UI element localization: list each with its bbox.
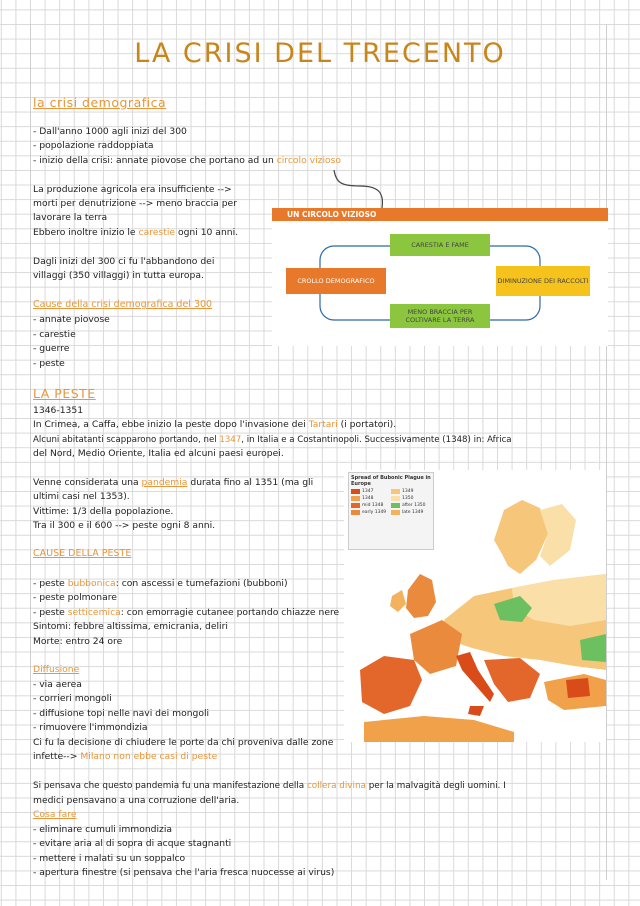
text-line: Ebbero inoltre inizio le carestie ogni 10 anni.: [33, 227, 239, 238]
highlight: Tartari: [308, 419, 338, 430]
text-line: morti per denutrizione --> meno braccia per: [33, 198, 237, 209]
list-item: - mettere i malati su un soppalco: [33, 853, 186, 864]
list-item: - corrieri mongoli: [33, 693, 112, 704]
arrow-curve-icon: [330, 168, 390, 210]
text-line: medici pensavano a una corruzione dell'aria.: [33, 795, 240, 806]
subheading-cause-peste: CAUSE DELLA PESTE: [33, 548, 132, 559]
list-item: - eliminare cumuli immondizia: [33, 824, 173, 835]
list-item: - apertura finestre (si pensava che l'aria fresca nuocesse ai virus): [33, 867, 335, 878]
list-item: - carestie: [33, 329, 76, 340]
legend-swatch: [391, 489, 400, 494]
text-line: villaggi (350 villaggi) in tutta europa.: [33, 270, 204, 281]
legend-swatch: [351, 503, 360, 508]
legend-item: 1347: [351, 489, 391, 494]
legend-swatch: [351, 489, 360, 494]
map-legend: [348, 472, 434, 550]
legend-swatch: [391, 496, 400, 501]
text-line: Sintomi: febbre altissima, emicrania, deliri: [33, 621, 228, 632]
text-line: - popolazione raddoppiata: [33, 140, 154, 151]
page-title: LA CRISI DEL TRECENTO: [134, 38, 506, 69]
legend-swatch: [351, 510, 360, 515]
diagram-box-crollo: CROLLO DEMOGRAFICO: [286, 268, 386, 294]
map-title: Spread of Bubonic Plague in Europe: [351, 475, 431, 487]
text-line: - Dall'anno 1000 agli inizi del 300: [33, 126, 187, 137]
highlight: 1347: [219, 435, 242, 445]
legend-item: mid 1348: [351, 503, 391, 508]
list-item: - rimuovere l'immondizia: [33, 722, 148, 733]
list-item: - annate piovose: [33, 314, 110, 325]
page-border-left: [30, 24, 31, 880]
text-line: Vittime: 1/3 della popolazione.: [33, 506, 174, 517]
text-line: Ci fu la decisione di chiudere le porte da chi proveniva dalle zone: [33, 737, 334, 748]
diagram-box-carestia: CARESTIA E FAME: [390, 234, 490, 256]
text-line: La produzione agricola era insufficiente -->: [33, 184, 232, 195]
list-item: - via aerea: [33, 679, 82, 690]
subheading-cosa-fare: Cosa fare: [33, 809, 77, 820]
legend-list: [351, 489, 431, 517]
highlight: carestie: [138, 227, 176, 238]
text-line: - peste setticemica: con emorragie cutanee portando chiazze nere: [33, 607, 340, 618]
subheading-diffusione: Diffusione: [33, 664, 80, 675]
text-line: Alcuni abitatanti scapparono portando, nel 1347, in Italia e a Costantinopoli. Successivamente (1348) in: Africa: [33, 435, 512, 445]
diagram-box-braccia: MENO BRACCIA PER COLTIVARE LA TERRA: [390, 304, 490, 328]
diagram-header: UN CIRCOLO VIZIOSO: [272, 208, 608, 221]
legend-item: early 1349: [351, 510, 391, 515]
highlight: Milano non ebbe casi di peste: [80, 751, 218, 762]
list-item: - evitare aria al di sopra di acque stagnanti: [33, 838, 232, 849]
list-item: - guerre: [33, 343, 70, 354]
legend-swatch: [391, 510, 400, 515]
text-line: Venne considerata una pandemia durata fino al 1351 (ma gli: [33, 477, 314, 488]
list-item: - peste: [33, 358, 65, 369]
text-line: 1346-1351: [33, 405, 84, 416]
text-line: - peste bubbonica: con ascessi e tumefazioni (bubboni): [33, 578, 288, 589]
text-line: - inizio della crisi: annate piovose che portano ad un circolo vizioso: [33, 155, 342, 166]
legend-swatch: [351, 496, 360, 501]
highlight: collera divina: [306, 781, 366, 791]
highlight: bubbonica: [67, 578, 116, 589]
text-line: lavorare la terra: [33, 212, 108, 223]
text-line: - peste polmonare: [33, 592, 117, 603]
text-line: Tra il 300 e il 600 --> peste ogni 8 anni.: [33, 520, 216, 531]
highlight: setticemica: [67, 607, 121, 618]
text-line: Dagli inizi del 300 ci fu l'abbandono dei: [33, 256, 215, 267]
text-line: ultimi casi nel 1353).: [33, 491, 130, 502]
text-line: In Crimea, a Caffa, ebbe inizio la peste dopo l'invasione dei Tartari (i portatori).: [33, 419, 397, 430]
section-heading-peste: LA PESTE: [33, 386, 96, 401]
legend-item: after 1350: [391, 503, 431, 508]
subheading-cause-demografica: Cause della crisi demografica del 300: [33, 299, 213, 310]
text-line: del Nord, Medio Oriente, Italia ed alcuni paesi europei.: [33, 448, 284, 459]
legend-item: 1348: [351, 496, 391, 501]
section-heading-demografica: la crisi demografica: [33, 95, 167, 110]
diagram-box-diminuzione: DIMINUZIONE DEI RACCOLTI: [496, 266, 590, 296]
text-line: Si pensava che questo pandemia fu una manifestazione della collera divina per la malvagità degli uomini. I: [33, 781, 506, 791]
legend-swatch: [391, 503, 400, 508]
text-line: Morte: entro 24 ore: [33, 636, 123, 647]
page-border-right: [606, 24, 607, 880]
list-item: - diffusione topi nelle navi dei mongoli: [33, 708, 210, 719]
legend-item: late 1349: [391, 510, 431, 515]
highlight: circolo vizioso: [276, 155, 342, 166]
legend-item: 1350: [391, 496, 431, 501]
highlight: pandemia: [141, 477, 188, 488]
legend-item: 1349: [391, 489, 431, 494]
text-line: infette--> Milano non ebbe casi di peste: [33, 751, 218, 762]
vicious-circle-diagram: [272, 208, 608, 346]
